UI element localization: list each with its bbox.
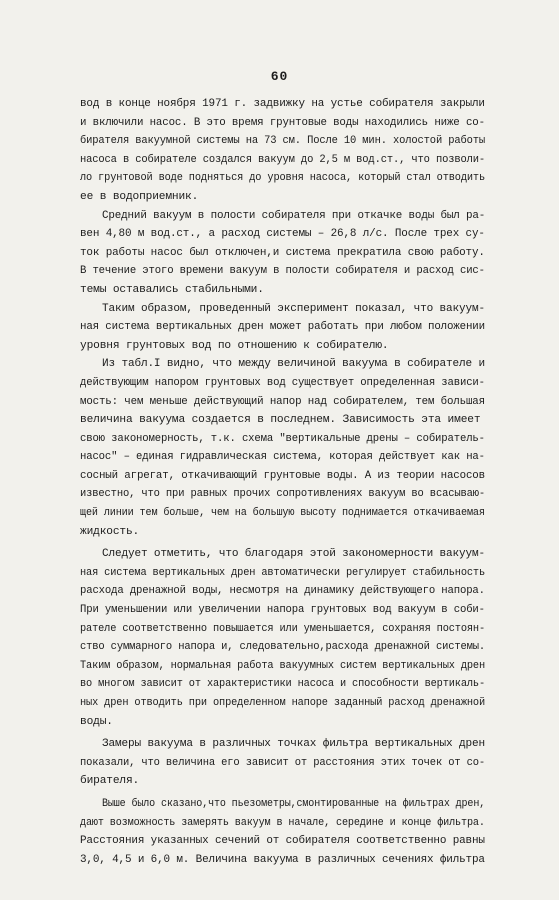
text-line: бирателя. bbox=[80, 775, 140, 788]
text-line: рателе соответственно повышается или уменьшается, сохраняя постоян- bbox=[80, 622, 486, 635]
text-line: расхода дренажной воды, несмотря на динамику действующего напора. bbox=[80, 585, 485, 598]
text-line: показали, что величина его зависит от расстояния этих точек от со- bbox=[80, 756, 486, 769]
text-line: Таким образом, нормальная работа вакуумных систем вертикальных дрен bbox=[80, 659, 486, 672]
text-line: во многом зависит от характеристики насоса и способности вертикаль- bbox=[80, 678, 486, 691]
text-line: темы оставались стабильными. bbox=[80, 283, 264, 296]
text-line: сосный агрегат, откачивающий грунтовые воды. А из теории насосов bbox=[80, 469, 485, 482]
text-line: 3,0, 4,5 и 6,0 м. Величина вакуума в различных сечениях фильтра bbox=[80, 853, 485, 866]
text-line: Из табл.I видно, что между величиной вакуума в собирателе и bbox=[102, 358, 486, 371]
text-line: Таким образом, проведенный эксперимент показал, что вакуум- bbox=[102, 302, 486, 315]
page-number: 60 bbox=[270, 69, 289, 84]
text-line: бирателя вакуумной системы на 73 см. После 10 мин. холостой работы bbox=[80, 135, 486, 148]
text-line: воды. bbox=[80, 715, 113, 728]
text-line: В течение этого времени вакуум в полости собирателя и расход сис- bbox=[80, 265, 485, 278]
body-text bbox=[80, 95, 485, 869]
text-line: ток работы насос был отключен,и система прекратила свою работу. bbox=[80, 246, 485, 259]
text-line: насос" – единая гидравлическая система, которая действует как на- bbox=[80, 451, 485, 464]
text-line: ло грунтовой воде подняться до уровня насоса, который стал отводить bbox=[80, 172, 486, 185]
text-line: известно, что при равных прочих сопротивлениях вакуум во всасываю- bbox=[80, 488, 486, 501]
text-line: При уменьшении или увеличении напора грунтовых вод вакуум в соби- bbox=[80, 604, 485, 617]
text-line: уровня грунтовых вод по отношению к собирателю. bbox=[80, 339, 389, 352]
text-line: свою закономерность, т.к. схема "вертикальные дрены – собиратель- bbox=[80, 432, 485, 445]
text-line: Следует отметить, что благодаря этой закономерности вакуум- bbox=[102, 548, 486, 561]
text-line: Замеры вакуума в различных точках фильтра вертикальных дрен bbox=[102, 738, 486, 751]
text-line: ее в водоприемник. bbox=[80, 190, 199, 203]
text-line: ная система вертикальных дрен может работать при любом положении bbox=[80, 321, 485, 334]
text-line: мость: чем меньше действующий напор над собирателем, тем большая bbox=[80, 395, 485, 408]
text-line: ных дрен отводить при определенном напоре заданный расход дренажной bbox=[80, 697, 486, 709]
text-line: жидкость. bbox=[80, 525, 140, 538]
text-line: Расстояния указанных сечений от собирателя соответственно равны bbox=[80, 835, 485, 848]
text-line: действующим напором грунтовых вод существует определенная зависи- bbox=[80, 376, 485, 389]
text-line: величина вакуума создается в последнем. Зависимость эта имеет bbox=[80, 414, 481, 427]
text-line: щей линии тем больше, чем на большую высоту поднимается откачиваемая bbox=[80, 507, 485, 520]
text-line: ство суммарного напора и, следовательно,расхода дренажной системы. bbox=[80, 641, 486, 654]
text-line: ная система вертикальных дрен автоматически регулирует стабильность bbox=[80, 566, 486, 579]
text-line: дают возможность замерять вакуум в начале, середине и конце фильтра. bbox=[80, 816, 485, 829]
text-line: насоса в собирателе создался вакуум до 2,5 м вод.ст., что позволи- bbox=[80, 153, 486, 166]
text-line: Средний вакуум в полости собирателя при откачке воды был ра- bbox=[102, 209, 486, 222]
text-line: Выше было сказано,что пьезометры,смонтированные на фильтрах дрен, bbox=[102, 797, 486, 810]
text-line: и включили насос. В это время грунтовые воды находились ниже со- bbox=[80, 116, 485, 129]
text-line: вод в конце ноября 1971 г. задвижку на устье собирателя закрыли bbox=[80, 98, 485, 110]
text-line: вен 4,80 м вод.ст., а расход системы – 26,8 л/с. После трех су- bbox=[80, 228, 485, 241]
